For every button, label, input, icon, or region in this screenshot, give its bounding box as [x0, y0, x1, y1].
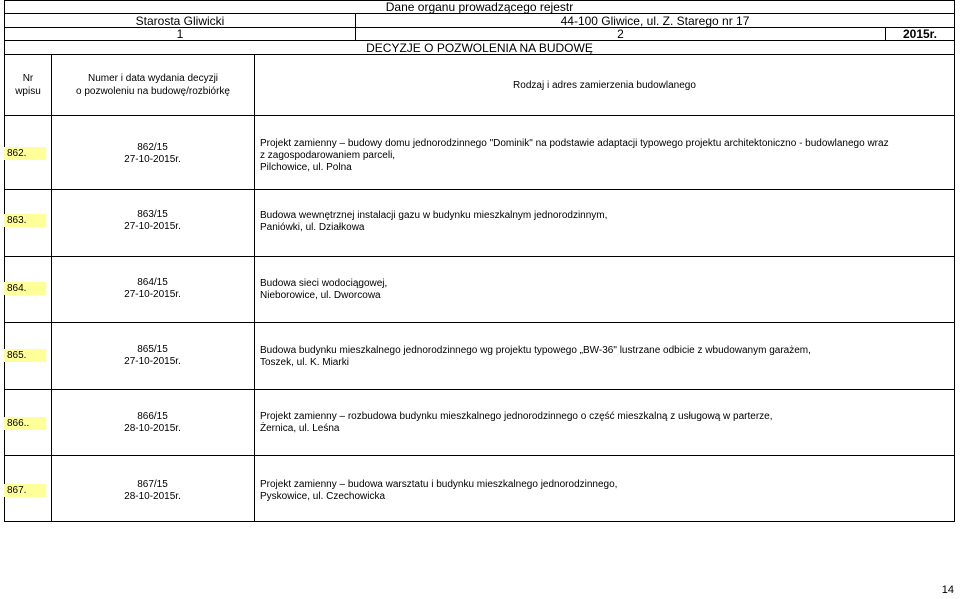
row-number: 864.: [4, 282, 46, 295]
project-description: Budowa sieci wodociągowej,: [260, 278, 388, 289]
column-header-type: Rodzaj i adres zamierzenia budowlanego: [254, 55, 955, 116]
decision-number: 863/15: [137, 209, 168, 220]
project-address: Toszek, ul. K. Miarki: [260, 357, 349, 368]
column-index-1: 1: [4, 28, 355, 41]
column-header-nr: Nr wpisu: [4, 55, 51, 116]
row-number: 862.: [4, 147, 46, 160]
decision-date: 27-10-2015r.: [124, 289, 181, 300]
page-number: 14: [941, 584, 954, 596]
row-number: 863.: [4, 214, 46, 227]
column-header-decision: Numer i data wydania decyzji o pozwoleniu na budowę/rozbiórkę: [51, 55, 254, 116]
project-description: Projekt zamienny – budowy domu jednorodzinnego "Dominik" na podstawie adaptacji typowego projektu architektoniczno - budowlanego wraz z zagospodarowaniem parceli,: [260, 138, 889, 161]
row-number: 865.: [4, 349, 46, 362]
decision-number: 867/15: [137, 479, 168, 490]
column-divider: [254, 116, 255, 522]
column-divider: [51, 116, 52, 522]
project-description: Projekt zamienny – rozbudowa budynku mieszkalnego jednorodzinnego o część mieszkalną z usługową w parterze,: [260, 411, 773, 422]
project-address: Nieborowice, ul. Dworcowa: [260, 290, 381, 301]
decision-date: 27-10-2015r.: [124, 221, 181, 232]
decision-number: 865/15: [137, 344, 168, 355]
project-description: Budowa wewnętrznej instalacji gazu w budynku mieszkalnym jednorodzinnym,: [260, 210, 608, 221]
section-title: DECYZJE O POZWOLENIA NA BUDOWĘ: [4, 41, 955, 55]
decision-date: 27-10-2015r.: [124, 154, 181, 165]
decision-number: 862/15: [137, 142, 168, 153]
project-description: Budowa budynku mieszkalnego jednorodzinnego wg projektu typowego „BW-36" lustrzane odbicie z wbudowanym garażem,: [260, 345, 811, 356]
decision-number: 866/15: [137, 411, 168, 422]
project-address: Żernica, ul. Leśna: [260, 423, 340, 434]
register-year: 2015r.: [885, 28, 955, 41]
decision-number: 864/15: [137, 277, 168, 288]
decision-date: 28-10-2015r.: [124, 491, 181, 502]
organ-name: Starosta Gliwicki: [4, 14, 355, 28]
project-description: Projekt zamienny – budowa warsztatu i budynku mieszkalnego jednorodzinnego,: [260, 479, 618, 490]
register-title: Dane organu prowadzącego rejestr: [4, 0, 955, 14]
decision-date: 27-10-2015r.: [124, 356, 181, 367]
row-number: 867.: [4, 484, 46, 497]
organ-address: 44-100 Gliwice, ul. Z. Starego nr 17: [355, 14, 955, 28]
column-index-2: 2: [355, 28, 885, 41]
project-address: Pyskowice, ul. Czechowicka: [260, 491, 386, 502]
decision-date: 28-10-2015r.: [124, 423, 181, 434]
project-address: Pilchowice, ul. Polna: [260, 162, 352, 173]
row-number: 866..: [4, 417, 46, 430]
project-address: Paniówki, ul. Działkowa: [260, 222, 365, 233]
